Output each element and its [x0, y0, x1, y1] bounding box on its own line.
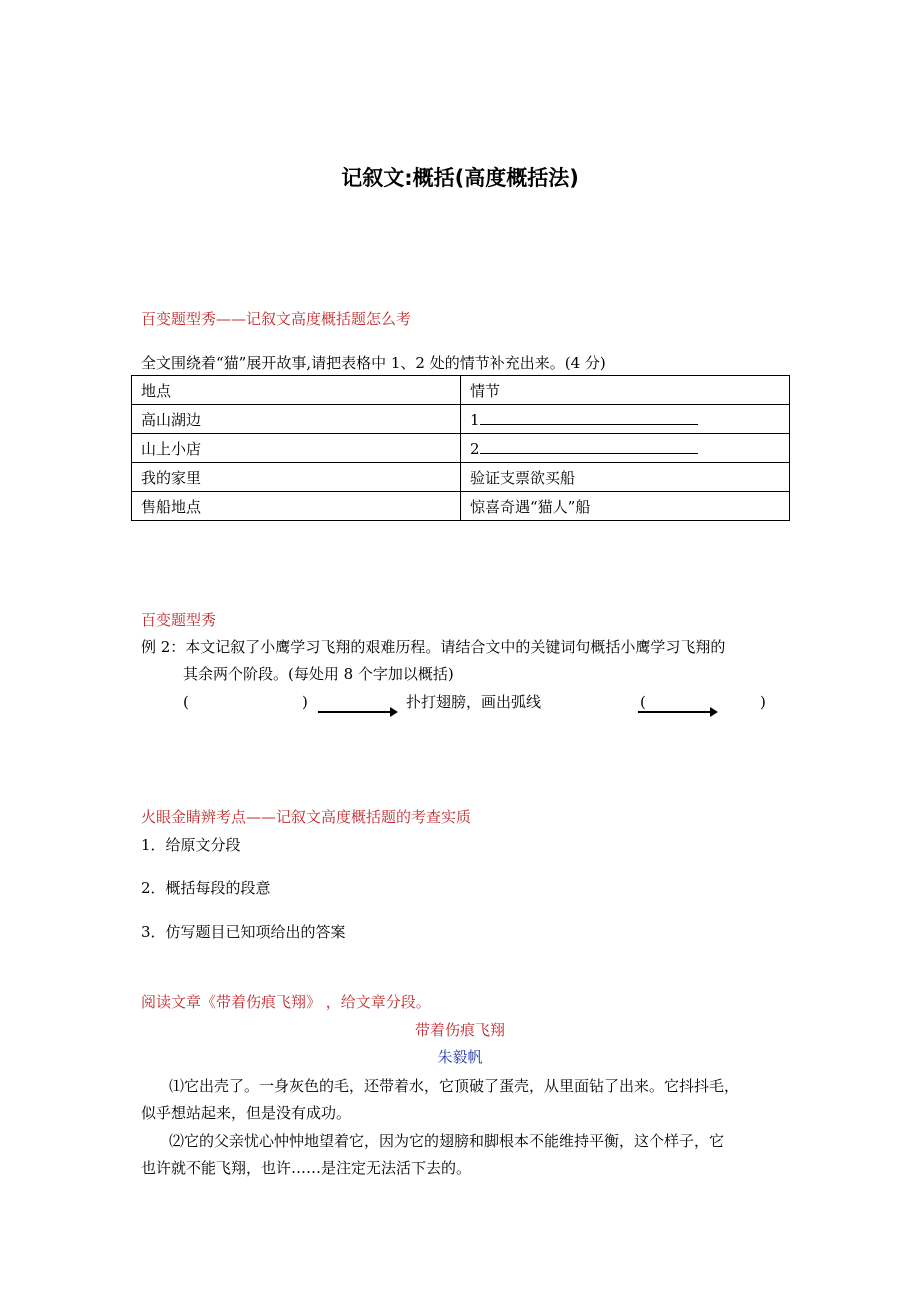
paragraph-1-line-2: 似乎想站起来，但是没有成功。 — [141, 1104, 352, 1122]
table-header-cell: 情节 — [461, 376, 790, 405]
stage-flow — [0, 692, 920, 712]
table-cell-plot: 惊喜奇遇“猫人”船 — [461, 492, 790, 521]
list-item: 2．概括每段的段意 — [141, 879, 271, 897]
stage-blank-2-close: ) — [760, 693, 766, 711]
table-header-row — [132, 376, 790, 405]
stage-blank-1-open[interactable]: ( — [183, 693, 189, 711]
table-cell-place: 我的家里 — [132, 463, 461, 492]
section-heading-2: 百变题型秀 — [141, 611, 217, 629]
stage-blank-1-close: ) — [302, 693, 308, 711]
plot-table — [131, 375, 790, 521]
table-row — [132, 463, 790, 492]
table-row — [132, 492, 790, 521]
list-item: 3．仿写题目已知项给出的答案 — [141, 923, 346, 941]
table-cell-place: 售船地点 — [132, 492, 461, 521]
table-header-cell: 地点 — [132, 376, 461, 405]
blank-number: 2 — [470, 440, 480, 458]
arrow-right-icon — [318, 711, 396, 713]
table-cell-place: 山上小店 — [132, 434, 461, 463]
paragraph-2-line-2: 也许就不能飞翔，也许……是注定无法活下去的。 — [141, 1159, 472, 1177]
table-cell-plot: 验证支票欲买船 — [461, 463, 790, 492]
blank-number: 1 — [470, 411, 480, 429]
reading-instruction: 阅读文章《带着伤痕飞翔》 ，给文章分段。 — [141, 993, 431, 1011]
article-author: 朱毅帆 — [437, 1048, 483, 1066]
article-title: 带着伤痕飞翔 — [414, 1021, 505, 1039]
table-cell-plot[interactable] — [461, 434, 790, 463]
table-row — [132, 405, 790, 434]
answer-blank-2[interactable] — [480, 438, 698, 454]
list-item: 1．给原文分段 — [141, 836, 241, 854]
section-heading-1: 百变题型秀——记叙文高度概括题怎么考 — [141, 310, 412, 328]
example-line-2: 其余两个阶段。(每处用 8 个字加以概括) — [183, 665, 454, 683]
stage-middle: 扑打翅膀，画出弧线 — [406, 693, 542, 711]
example-line-1: 例 2：本文记叙了小鹰学习飞翔的艰难历程。请结合文中的关键词句概括小鹰学习飞翔的 — [141, 638, 726, 656]
table-cell-plot[interactable] — [461, 405, 790, 434]
stage-blank-2-open[interactable]: ( — [640, 693, 646, 711]
answer-blank-1[interactable] — [480, 409, 698, 425]
paragraph-1-line-1: ⑴它出壳了。一身灰色的毛，还带着水，它顶破了蛋壳，从里面钻了出来。它抖抖毛， — [169, 1077, 740, 1095]
table-row — [132, 434, 790, 463]
page-title: 记叙文:概括(高度概括法) — [341, 166, 579, 190]
table-cell-place: 高山湖边 — [132, 405, 461, 434]
question-text: 全文围绕着“猫”展开故事,请把表格中 1、2 处的情节补充出来。(4 分) — [141, 354, 606, 372]
arrow-right-icon — [638, 711, 716, 713]
paragraph-2-line-1: ⑵它的父亲忧心忡忡地望着它，因为它的翅膀和脚根本不能维持平衡，这个样子，它 — [169, 1132, 725, 1150]
section-heading-3: 火眼金睛辨考点——记叙文高度概括题的考查实质 — [141, 808, 472, 826]
